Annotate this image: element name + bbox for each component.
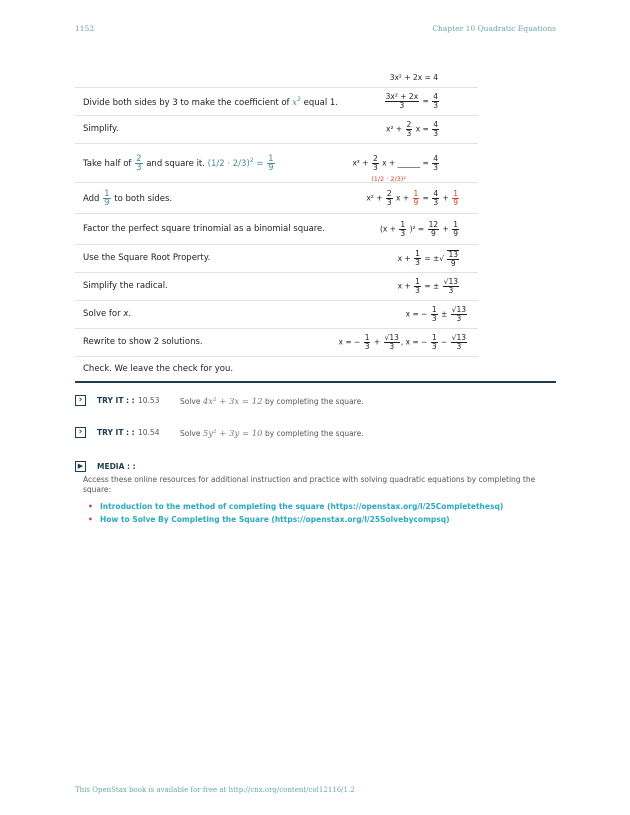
step-label: Check. We leave the check for you.	[83, 363, 234, 374]
step-label: Solve for x.	[83, 309, 132, 319]
step-label: Use the Square Root Property.	[83, 253, 211, 263]
try-it-label: TRY IT : :	[97, 428, 135, 437]
step-row-7	[75, 273, 478, 301]
step-row-1	[75, 88, 478, 116]
step-math: 3x² + 2x = 4	[389, 72, 438, 82]
step-math: x = − $\frac{1}{3}$ ± $\frac{√13}{3}$	[405, 305, 466, 323]
step-math: x² + $\frac{2}{3}$ x + $\frac{1}{9}$ = $\frac{4}{3}$ + $\frac{1}{9}$	[366, 188, 458, 207]
step-row-3	[75, 144, 478, 183]
completion-term: (1/2 · 2/3)²	[371, 174, 406, 183]
try-it-item[interactable]	[75, 427, 475, 441]
step-label: Rewrite to show 2 solutions.	[83, 337, 203, 347]
steps-table	[75, 67, 478, 382]
play-icon[interactable]: ▶	[75, 461, 86, 472]
try-it-number: 10.53	[138, 396, 160, 405]
step-math: x² + $\frac{2}{3}$ x + ______ = $\frac{4}{3}$ (1/2 · 2/3)²	[352, 153, 438, 183]
step-label: Add $\frac{1}{9}$ to both sides.	[83, 188, 173, 208]
media-label: MEDIA : :	[97, 462, 136, 471]
step-row-9	[75, 329, 478, 357]
bullet-icon: •	[88, 502, 93, 511]
step-row-8	[75, 301, 478, 329]
media-link[interactable]: • Introduction to the method of completing the square (https://openstax.org/l/25Completethesq)	[88, 502, 504, 511]
page-number: 1152	[75, 24, 95, 33]
step-row-4	[75, 183, 478, 214]
step-math: x + $\frac{1}{3}$ = ± $\frac{√13}{3}$	[397, 277, 458, 295]
chevron-right-icon[interactable]: ›	[75, 427, 86, 438]
section-divider	[75, 381, 556, 383]
step-label: Simplify.	[83, 124, 119, 134]
step-math: $\frac{\text{3x² + 2x}}{3}$ = $\frac{4}{3}$	[385, 92, 438, 110]
step-row-5	[75, 214, 478, 245]
step-row-0	[75, 67, 478, 88]
media-description: Access these online resources for additional instruction and practice with solving quadratic equations by completing the square:	[83, 475, 536, 494]
try-it-number: 10.54	[138, 428, 160, 437]
try-it-text: Solve 5y² + 3y = 10 by completing the square.	[180, 429, 364, 439]
step-math: x = − $\frac{1}{3}$ + $\frac{√13}{3}$ , x = − $\frac{1}{3}$ − $\frac{√13}{3}$	[338, 333, 466, 351]
try-it-label: TRY IT : :	[97, 396, 135, 405]
step-row-6	[75, 245, 478, 273]
step-math: x + $\frac{1}{3}$ = ±√ $\frac{13}{9}$	[397, 249, 458, 268]
try-it-item[interactable]	[75, 395, 475, 409]
step-label: Take half of $\frac{2}{3}$ and square it. $(1/2 \cdot 2/3)^2$ = $\frac{1}{9}$	[83, 153, 274, 173]
step-row-2	[75, 116, 478, 144]
step-label: Divide both sides by 3 to make the coefficient of $x^2$ equal 1.	[83, 96, 338, 108]
bullet-icon: •	[88, 515, 93, 524]
step-label: Simplify the radical.	[83, 281, 168, 291]
step-math: (x + $\frac{1}{3}$ )² = $\frac{12}{9}$ + $\frac{1}{9}$	[379, 219, 458, 238]
chapter-title: Chapter 10 Quadratic Equations	[432, 24, 556, 33]
chevron-right-icon[interactable]: ›	[75, 395, 86, 406]
footer-text: This OpenStax book is available for free at http://cnx.org/content/col12116/1.2	[75, 786, 355, 794]
step-row-10	[75, 357, 478, 382]
step-label: Factor the perfect square trinomial as a binomial square.	[83, 223, 325, 234]
try-it-text: Solve 4x² + 3x = 12 by completing the square.	[180, 397, 364, 407]
media-link[interactable]: • How to Solve By Completing the Square (https://openstax.org/l/25Solvebycompsq)	[88, 515, 450, 524]
step-math: x² + $\frac{2}{3}$ x = $\frac{4}{3}$	[386, 120, 438, 138]
media-links	[88, 500, 504, 526]
